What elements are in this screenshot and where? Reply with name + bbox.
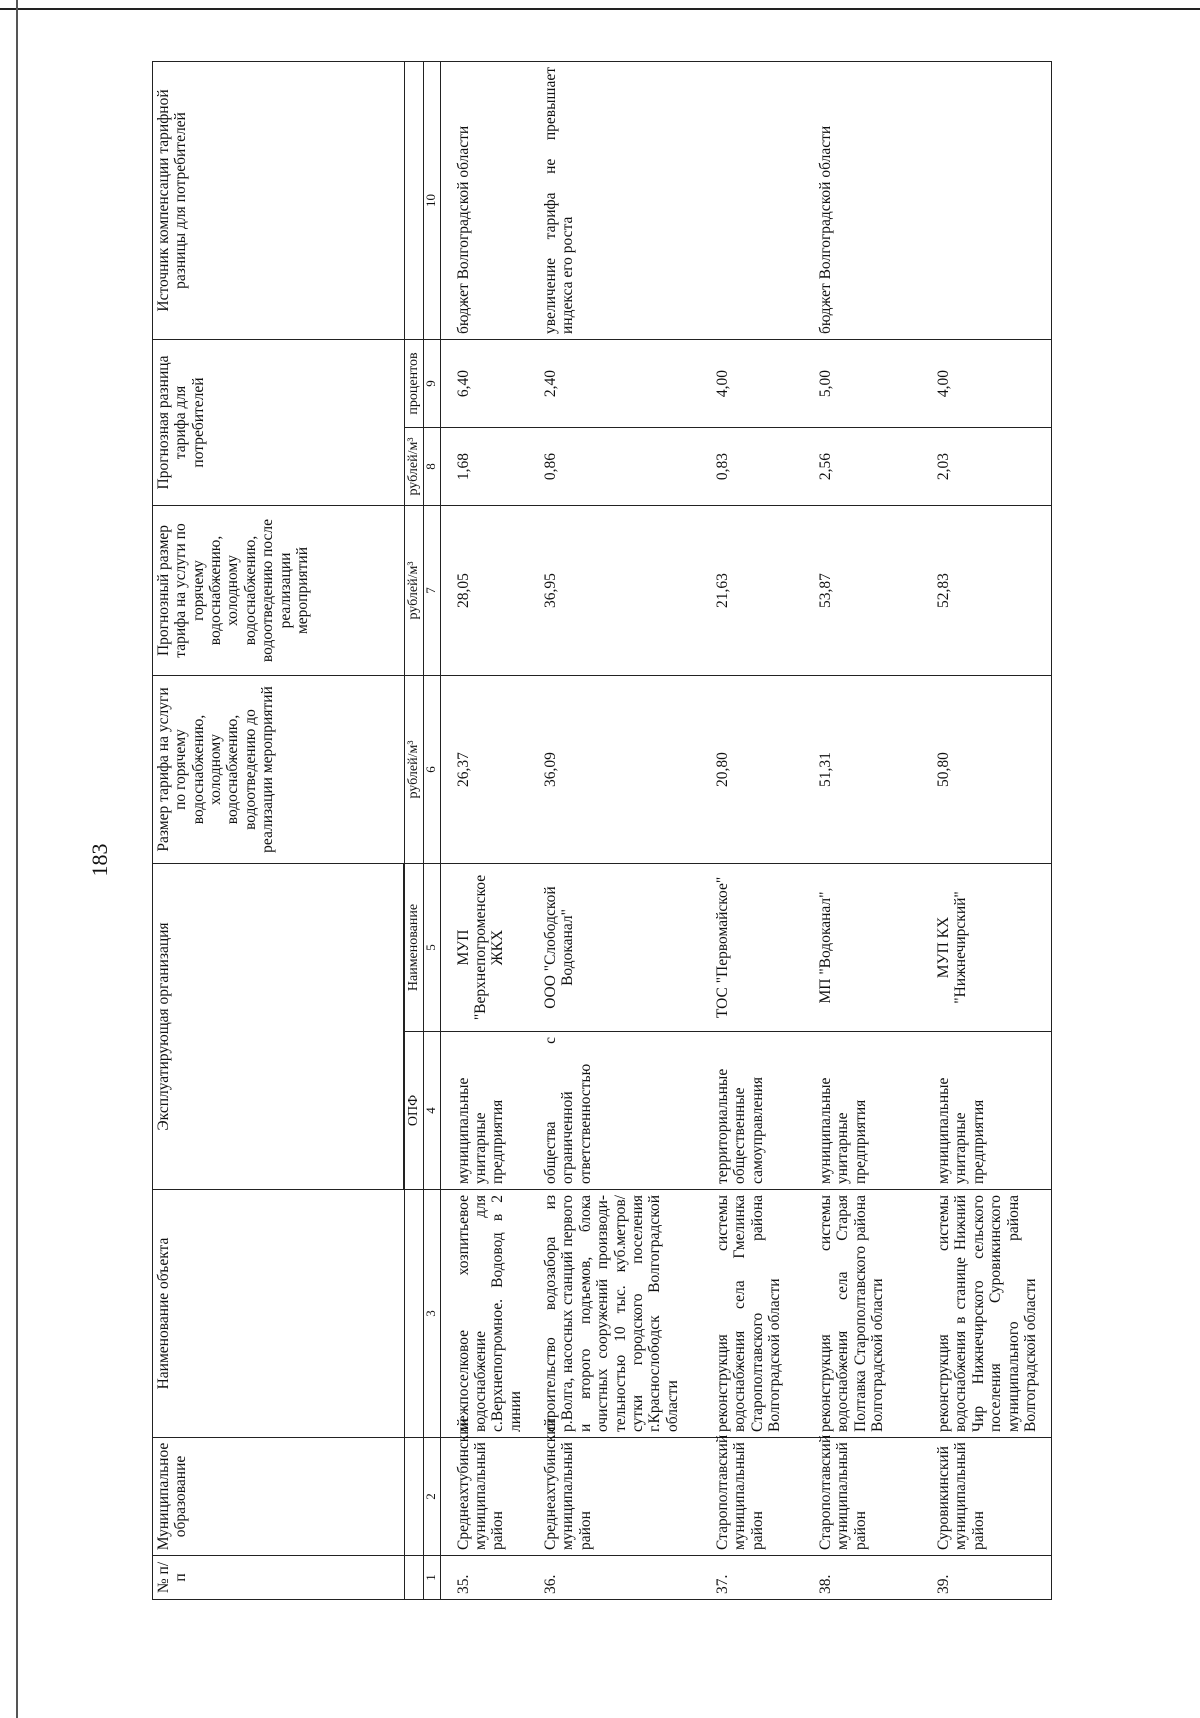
diff-rub-cell: 0,83: [700, 428, 803, 506]
tariff-before-cell: 26,37: [440, 676, 528, 864]
header-compensation-source: Источник компенсации тарифной разницы для потребителей: [153, 62, 405, 340]
column-number: 10: [423, 62, 440, 340]
table-body: [440, 62, 1051, 1600]
diff-rub-cell: 2,56: [803, 428, 921, 506]
header-municipality: Муниципальное образование: [153, 1438, 405, 1556]
unit-tariff-after: рублей/м³: [405, 506, 424, 676]
diff-rub-cell: 2,03: [921, 428, 1051, 506]
header-tariff-difference: Прогнозная разница тарифа для потребителей: [153, 340, 405, 506]
diff-percent-cell: 4,00: [921, 340, 1051, 428]
opf-cell: муниципальные унитарные предприятия: [440, 1032, 528, 1190]
page-number: 183: [87, 843, 112, 877]
scan-edge-top: [0, 8, 1200, 10]
compensation-source-cell: бюджет Волгоградской области: [803, 62, 921, 340]
rotated-table-wrapper: [152, 62, 1178, 1600]
row-number: 39.: [921, 1556, 1051, 1600]
column-number: 4: [423, 1032, 440, 1190]
tariff-after-cell: 52,83: [921, 506, 1051, 676]
tariff-after-cell: 28,05: [440, 506, 528, 676]
municipality-cell: Суровикинский муниципальный район: [921, 1438, 1051, 1556]
diff-percent-cell: 4,00: [700, 340, 803, 428]
diff-percent-cell: 5,00: [803, 340, 921, 428]
municipality-cell: Среднеахтубинский муниципальный район: [528, 1438, 700, 1556]
header-operating-organization: Эксплуатирующая организация: [153, 864, 404, 1190]
column-number: 7: [423, 506, 440, 676]
tariff-after-cell: 21,63: [700, 506, 803, 676]
diff-percent-cell: 2,40: [528, 340, 700, 428]
unit-diff-percent: процентов: [405, 340, 424, 428]
table-header: [153, 62, 441, 1600]
org-name-cell: МУП КХ "Нижнечирский": [921, 864, 1051, 1032]
column-number: 2: [423, 1438, 440, 1556]
row-number: 38.: [803, 1556, 921, 1600]
compensation-source-cell: [700, 62, 803, 340]
tariff-before-cell: 51,31: [803, 676, 921, 864]
header-column-numbers: [423, 62, 440, 1600]
object-cell: реконструкция системы водоснабжения села Гмелинка Старополтавского района Волгоградской области: [700, 1190, 803, 1438]
compensation-source-cell: увеличение тарифа не превышает индекса его роста: [528, 62, 700, 340]
unit-tariff-before: рублей/м³: [405, 676, 424, 864]
tariff-table: [152, 61, 1052, 1600]
tariff-after-cell: 53,87: [803, 506, 921, 676]
opf-cell: общества с ограниченной ответственностью: [528, 1032, 700, 1190]
scan-edge-left: [16, 0, 18, 1718]
header-opf: ОПФ: [405, 1032, 424, 1190]
column-number: 5: [423, 864, 440, 1032]
unit-diff-rub: рублей/м³: [405, 428, 424, 506]
column-number: 6: [423, 676, 440, 864]
municipality-cell: Старополтавский муниципальный район: [803, 1438, 921, 1556]
org-name-cell: МУП "Верхнепогроменское ЖКХ: [440, 864, 528, 1032]
header-units-row: [405, 62, 424, 1600]
municipality-cell: Среднеахтубинский муниципальный район: [440, 1438, 528, 1556]
column-number: 9: [423, 340, 440, 428]
header-tariff-after: Прогнозный размер тарифа на услуги по горячему водоснабжению, холодному водоснабжению, водоотведению после реализации мероприятий: [153, 506, 405, 676]
object-cell: строительство водозабора из р.Волга, насосных станций первого и второго подъемов, блока очистных сооружений производи-тельностью 10 тыс. куб.метров/сутки городского поселения г.Краснослободск Волгоградской области: [528, 1190, 700, 1438]
compensation-source-cell: бюджет Волгоградской области: [440, 62, 528, 340]
org-name-cell: МП "Водоканал": [803, 864, 921, 1032]
opf-cell: территориальные общественные самоуправления: [700, 1032, 803, 1190]
opf-cell: муниципальные унитарные предприятия: [803, 1032, 921, 1190]
municipality-cell: Старополтавский муниципальный район: [700, 1438, 803, 1556]
diff-rub-cell: 1,68: [440, 428, 528, 506]
column-number: 3: [423, 1190, 440, 1438]
header-org-name: Наименование: [405, 864, 424, 1032]
org-name-cell: ТОС "Первомайское": [700, 864, 803, 1032]
object-cell: реконструкция системы водоснабжения села Старая Полтавка Старополтавского района Волгоградской области: [803, 1190, 921, 1438]
org-name-cell: ООО "Слободской Водоканал": [528, 864, 700, 1032]
tariff-before-cell: 20,80: [700, 676, 803, 864]
table-row: [528, 62, 700, 1600]
opf-cell: муниципальные унитарные предприятия: [921, 1032, 1051, 1190]
table-row: [803, 62, 921, 1600]
diff-percent-cell: 6,40: [440, 340, 528, 428]
object-cell: межпоселковое хозпитьевое водоснабжение для с.Верхнепогромное. Водовод в 2 линии: [440, 1190, 528, 1438]
tariff-after-cell: 36,95: [528, 506, 700, 676]
compensation-source-cell: [921, 62, 1051, 340]
row-number: 35.: [440, 1556, 528, 1600]
table-row: [700, 62, 803, 1600]
table-row: [921, 62, 1051, 1600]
column-number: 8: [423, 428, 440, 506]
header-object: Наименование объекта: [153, 1190, 405, 1438]
object-cell: реконструкция системы водоснабжения в станице Нижний Чир Нижнечирского сельского поселения Суровикинского муниципального района Волгоградской области: [921, 1190, 1051, 1438]
header-number: № п/п: [153, 1556, 405, 1600]
row-number: 36.: [528, 1556, 700, 1600]
table-row: [440, 62, 528, 1600]
tariff-before-cell: 36,09: [528, 676, 700, 864]
column-number: 1: [423, 1556, 440, 1600]
tariff-before-cell: 50,80: [921, 676, 1051, 864]
diff-rub-cell: 0,86: [528, 428, 700, 506]
row-number: 37.: [700, 1556, 803, 1600]
header-tariff-before: Размер тарифа на услуги по горячему водоснабжению, холодному водоснабжению, водоотведению до реализации мероприятий: [153, 676, 405, 864]
